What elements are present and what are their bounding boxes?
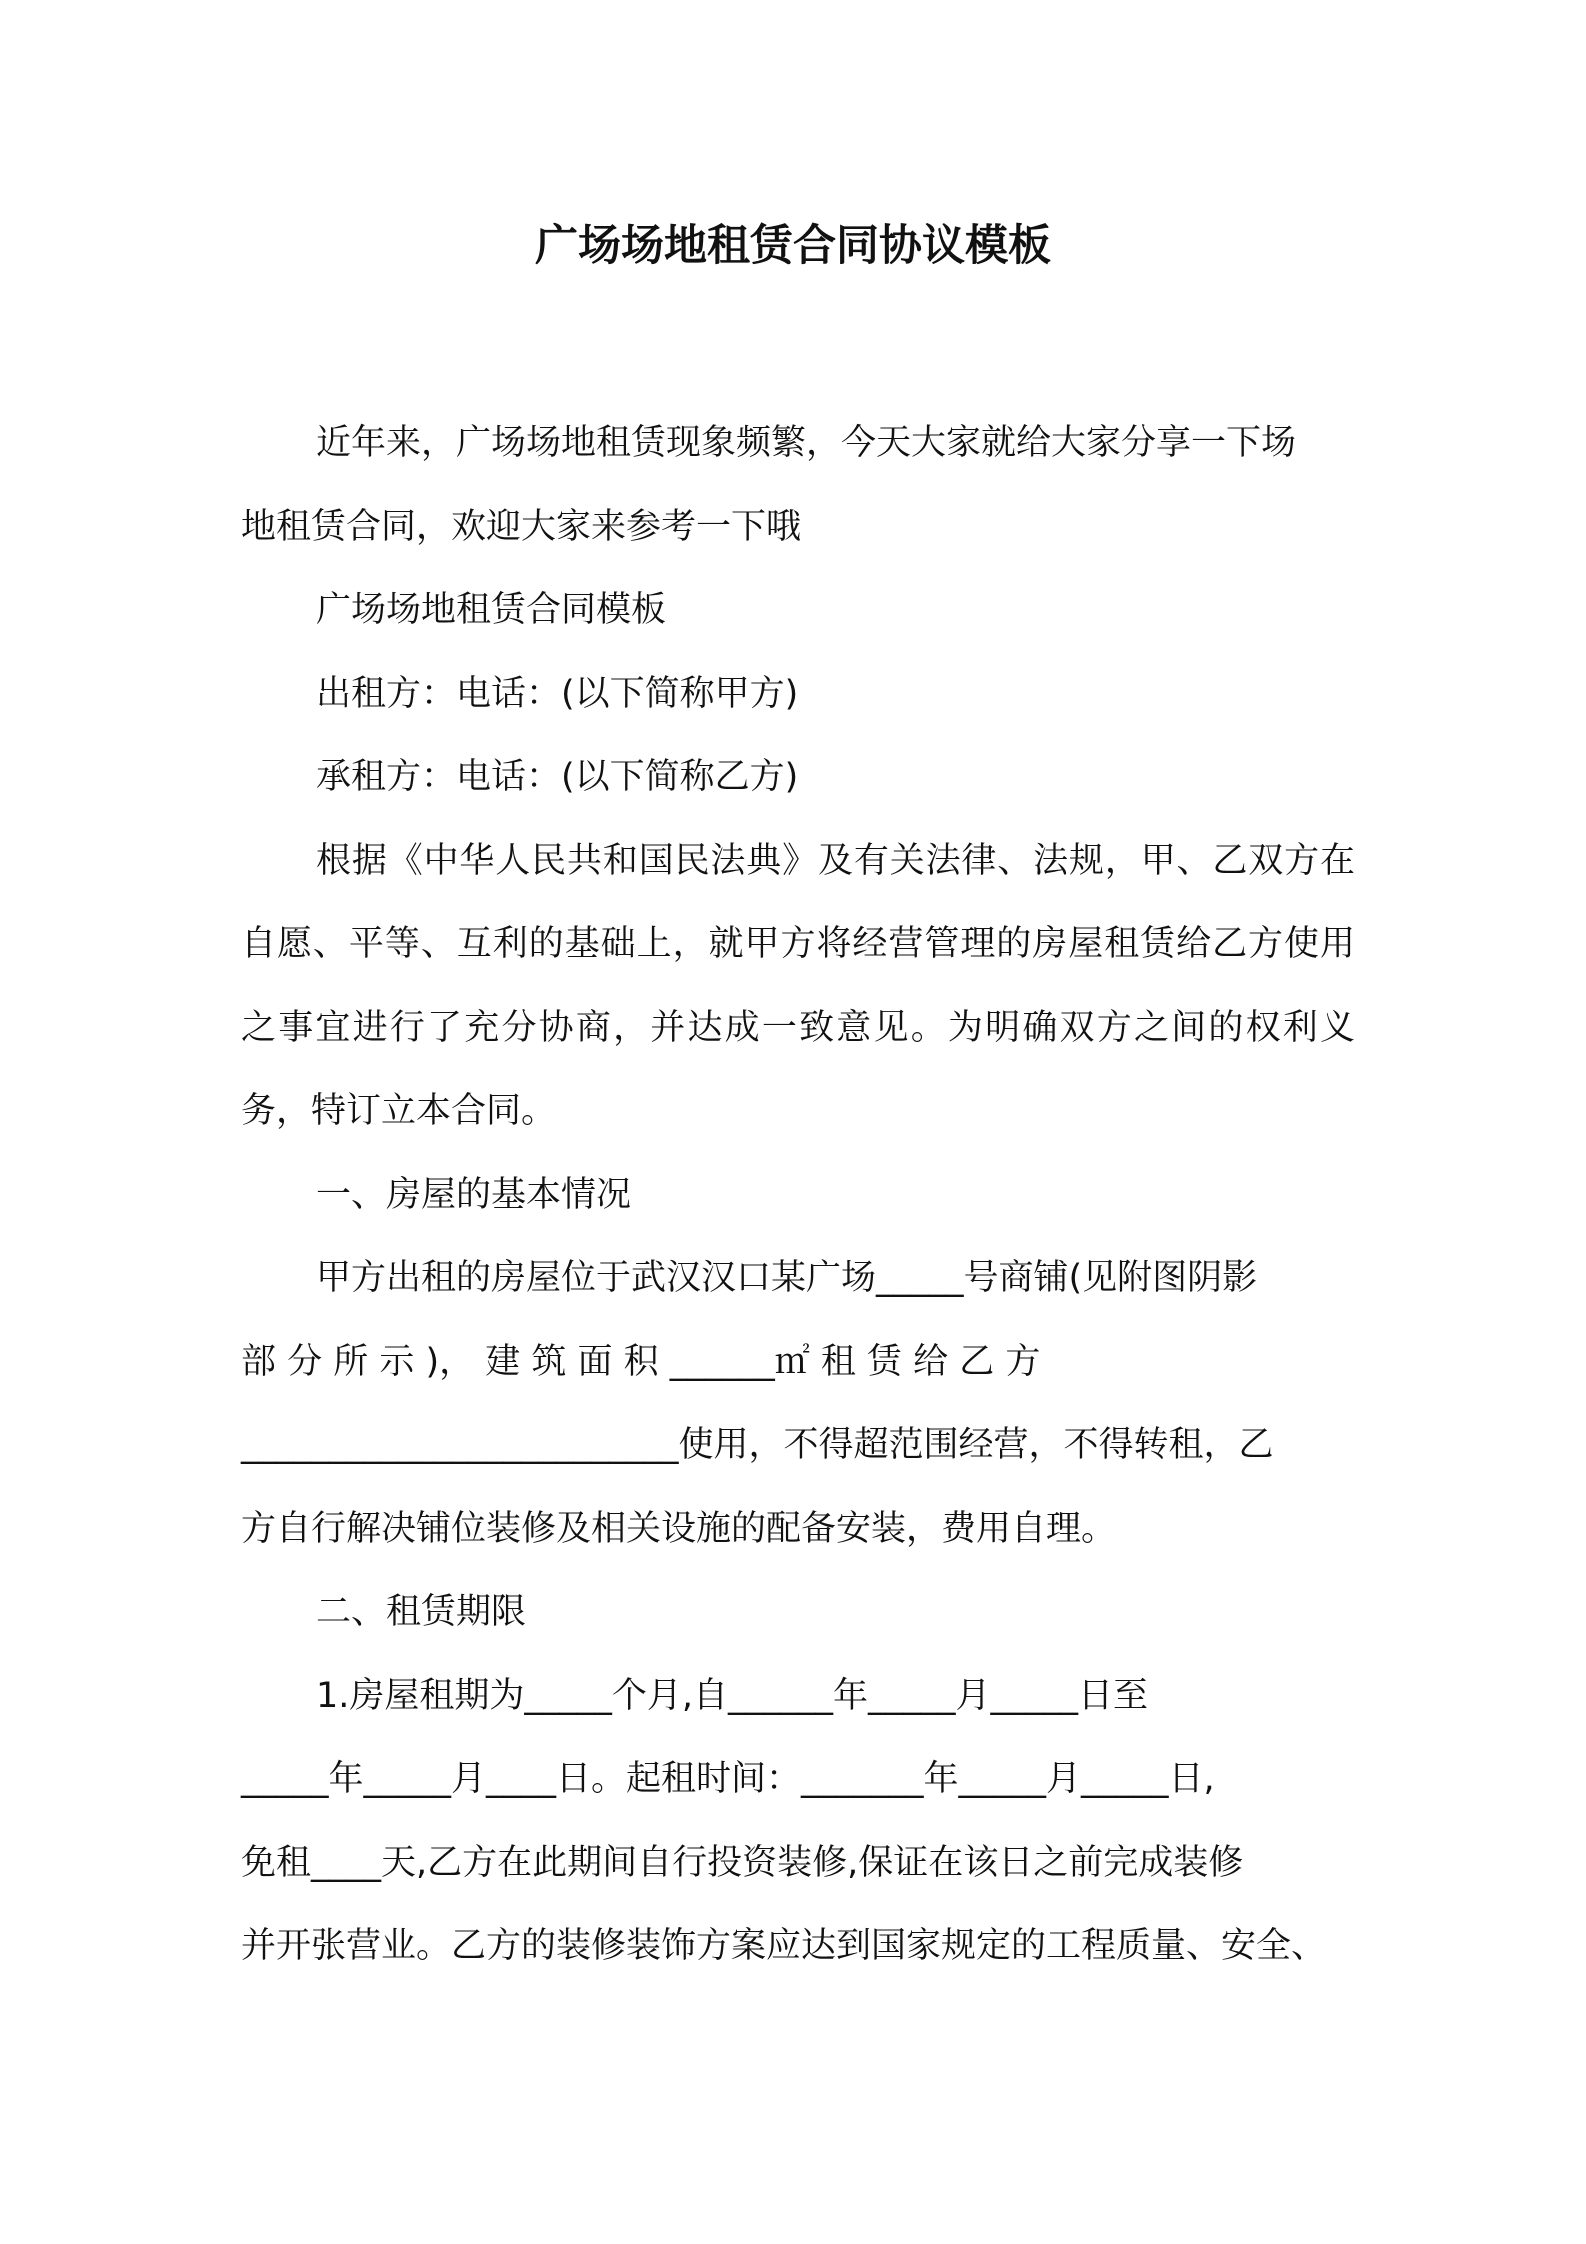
document-body — [241, 402, 1355, 1989]
section-1-line-1: 甲方出租的房屋位于武汉汉口某广场_____号商铺(见附图阴影 — [316, 1258, 1258, 1298]
section-1-line-3: _________________________使用，不得超范围经营，不得转租，乙 — [241, 1425, 1274, 1465]
intro-paragraph-line-2: 地租赁合同，欢迎大家来参考一下哦 — [241, 506, 802, 547]
section-2-line-3: 免租____天,乙方在此期间自行投资装修,保证在该日之前完成装修 — [241, 1842, 1244, 1883]
lessee-line: 承租方：电话：(以下简称乙方) — [316, 757, 799, 797]
section-1-line-2: 部 分 所 示 )， 建 筑 面 积 ______㎡ 租 赁 给 乙 方 — [241, 1341, 1041, 1382]
section-2-heading: 二、租赁期限 — [316, 1592, 527, 1632]
section-2-line-1: 1.房屋租期为_____个月,自______年_____月_____日至 — [316, 1675, 1149, 1716]
template-title: 广场场地租赁合同模板 — [316, 590, 667, 630]
document-title: 广场场地租赁合同协议模板 — [535, 221, 1051, 271]
section-1-line-4: 方自行解决铺位装修及相关设施的配备安装，费用自理。 — [241, 1508, 1117, 1549]
section-1-heading: 一、房屋的基本情况 — [316, 1174, 632, 1215]
intro-paragraph-line-1: 近年来，广场场地租赁现象频繁，今天大家就给大家分享一下场 — [316, 423, 1297, 463]
section-2-line-2: _____年_____月____日。起租时间：_______年_____月_____日, — [241, 1759, 1215, 1799]
section-2-line-4: 并开张营业。乙方的装修装饰方案应达到国家规定的工程质量、安全、 — [241, 1926, 1327, 1966]
basis-paragraph: 根据《中华人民共和国民法典》及有关法律、法规，甲、乙双方在自愿、平等、互利的基础上，就甲方将经营管理的房屋租赁给乙方使用之事宜进行了充分协商，并达成一致意见。为明确双方之间的权利义务，特订立本合同。 — [241, 840, 1355, 1131]
lessor-line: 出租方：电话：(以下简称甲方) — [316, 673, 799, 714]
